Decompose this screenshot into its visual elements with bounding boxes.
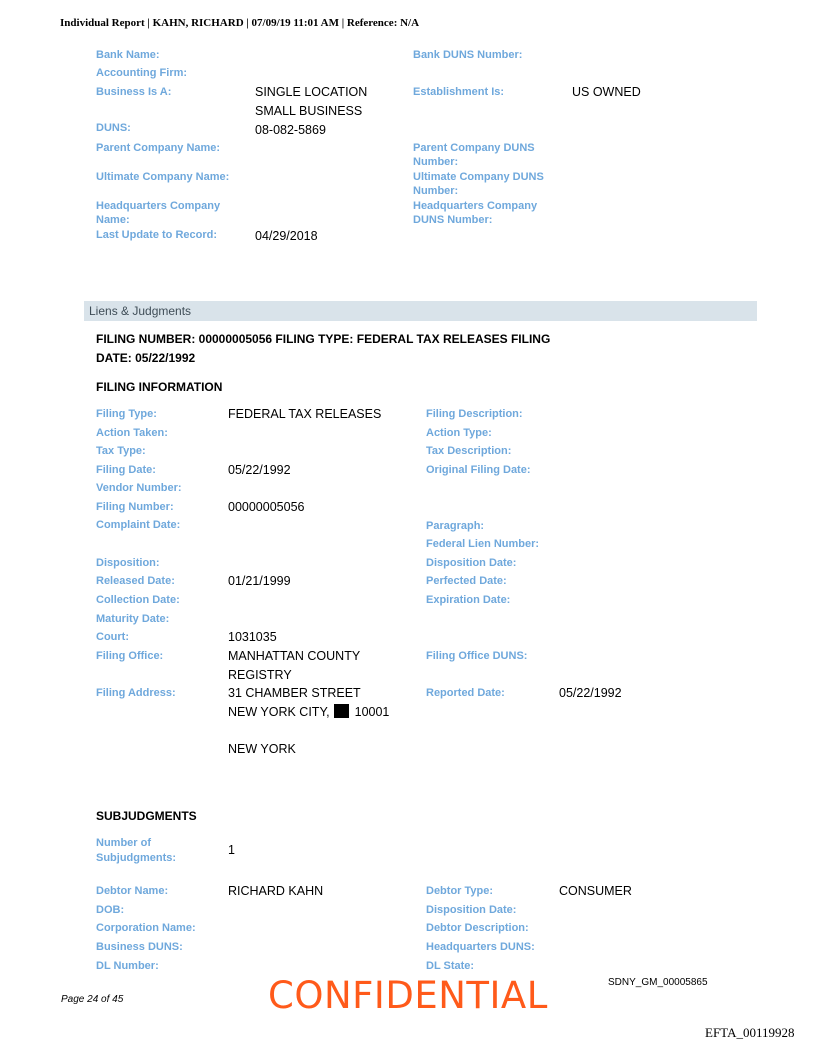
page-number: Page 24 of 45 bbox=[61, 994, 124, 1005]
filing-office-value-2: REGISTRY bbox=[228, 668, 292, 682]
liens-section-bar bbox=[84, 301, 757, 321]
bates-number: SDNY_GM_00005865 bbox=[608, 977, 708, 988]
duns-value: 08-082-5869 bbox=[255, 123, 326, 137]
dl-number-label: DL Number: bbox=[96, 960, 159, 972]
collection-date-label: Collection Date: bbox=[96, 594, 180, 606]
hq-company-label-1: Headquarters Company bbox=[96, 200, 221, 212]
hq-duns-label-2: DUNS Number: bbox=[413, 214, 493, 226]
debtor-name-value: RICHARD KAHN bbox=[228, 884, 324, 898]
filing-info-heading: FILING INFORMATION bbox=[96, 380, 223, 394]
redaction-box bbox=[334, 704, 349, 718]
parent-company-label: Parent Company Name: bbox=[96, 142, 221, 154]
filing-address-line1: 31 CHAMBER STREET bbox=[228, 686, 361, 700]
hq-company-label-2: Name: bbox=[96, 214, 130, 226]
court-label: Court: bbox=[96, 631, 129, 643]
perfected-date-label: Perfected Date: bbox=[426, 575, 507, 587]
business-duns-label: Business DUNS: bbox=[96, 941, 183, 953]
debtor-description-label: Debtor Description: bbox=[426, 922, 529, 934]
debtor-type-value: CONSUMER bbox=[559, 884, 632, 898]
business-is-value-1: SINGLE LOCATION bbox=[255, 85, 368, 99]
debtor-name-label: Debtor Name: bbox=[96, 885, 169, 897]
court-value: 1031035 bbox=[228, 630, 277, 644]
dl-state-label: DL State: bbox=[426, 960, 475, 972]
establishment-label: Establishment Is: bbox=[413, 86, 505, 98]
tax-description-label: Tax Description: bbox=[426, 445, 512, 457]
expiration-date-label: Expiration Date: bbox=[426, 594, 511, 606]
parent-duns-label-1: Parent Company DUNS bbox=[413, 142, 535, 154]
filing-address-city: NEW YORK CITY, bbox=[228, 705, 330, 719]
tax-type-label: Tax Type: bbox=[96, 445, 146, 457]
filing-date-value: 05/22/1992 bbox=[228, 463, 291, 477]
filing-address-line2 bbox=[228, 703, 389, 722]
last-update-label: Last Update to Record: bbox=[96, 229, 218, 241]
filing-office-label: Filing Office: bbox=[96, 650, 164, 662]
federal-lien-number-label: Federal Lien Number: bbox=[426, 538, 540, 550]
disposition-date-label: Disposition Date: bbox=[426, 557, 517, 569]
ultimate-duns-label-1: Ultimate Company DUNS bbox=[413, 171, 544, 183]
released-date-value: 01/21/1999 bbox=[228, 574, 291, 588]
filing-type-value: FEDERAL TAX RELEASES bbox=[228, 407, 382, 421]
bank-name-label: Bank Name: bbox=[96, 49, 160, 61]
number-of-subjudgments-value: 1 bbox=[228, 843, 235, 857]
filing-heading-line2: DATE: 05/22/1992 bbox=[96, 351, 196, 365]
maturity-date-label: Maturity Date: bbox=[96, 613, 170, 625]
establishment-value: US OWNED bbox=[572, 85, 641, 99]
filing-address-label: Filing Address: bbox=[96, 687, 176, 699]
accounting-firm-label: Accounting Firm: bbox=[96, 67, 188, 79]
disposition-label: Disposition: bbox=[96, 557, 160, 569]
released-date-label: Released Date: bbox=[96, 575, 175, 587]
hq-duns-label-1: Headquarters Company bbox=[413, 200, 538, 212]
filing-number-value: 00000005056 bbox=[228, 500, 305, 514]
confidential-stamp: CONFIDENTIAL bbox=[268, 974, 548, 1017]
filing-number-label: Filing Number: bbox=[96, 501, 174, 513]
action-taken-label: Action Taken: bbox=[96, 427, 168, 439]
dob-label: DOB: bbox=[96, 904, 125, 916]
subjudgments-heading: SUBJUDGMENTS bbox=[96, 809, 197, 823]
efta-number: EFTA_00119928 bbox=[705, 1025, 795, 1040]
report-header: Individual Report | KAHN, RICHARD | 07/09/19 11:01 AM | Reference: N/A bbox=[60, 17, 420, 29]
ultimate-duns-label-2: Number: bbox=[413, 185, 459, 197]
ultimate-company-label: Ultimate Company Name: bbox=[96, 171, 230, 183]
filing-heading-line1: FILING NUMBER: 00000005056 FILING TYPE: FEDERAL TAX RELEASES FILING bbox=[96, 332, 551, 346]
liens-section-title: Liens & Judgments bbox=[89, 304, 192, 318]
headquarters-duns-label: Headquarters DUNS: bbox=[426, 941, 535, 953]
filing-date-label: Filing Date: bbox=[96, 464, 156, 476]
paragraph-label: Paragraph: bbox=[426, 520, 485, 532]
duns-label: DUNS: bbox=[96, 122, 131, 134]
number-of-subjudgments-label-1: Number of bbox=[96, 837, 151, 849]
filing-address-state: NEW YORK bbox=[228, 742, 296, 756]
sub-disposition-date-label: Disposition Date: bbox=[426, 904, 517, 916]
corporation-name-label: Corporation Name: bbox=[96, 922, 196, 934]
number-of-subjudgments-label-2: Subjudgments: bbox=[96, 852, 177, 864]
bank-duns-label: Bank DUNS Number: bbox=[413, 49, 523, 61]
filing-address-zip: 10001 bbox=[354, 705, 390, 719]
filing-description-label: Filing Description: bbox=[426, 408, 523, 420]
parent-duns-label-2: Number: bbox=[413, 156, 459, 168]
filing-office-duns-label: Filing Office DUNS: bbox=[426, 650, 528, 662]
vendor-number-label: Vendor Number: bbox=[96, 482, 182, 494]
last-update-value: 04/29/2018 bbox=[255, 229, 318, 243]
filing-type-label: Filing Type: bbox=[96, 408, 157, 420]
business-is-label: Business Is A: bbox=[96, 86, 172, 98]
original-filing-date-label: Original Filing Date: bbox=[426, 464, 531, 476]
business-is-value-2: SMALL BUSINESS bbox=[255, 104, 363, 118]
debtor-type-label: Debtor Type: bbox=[426, 885, 494, 897]
complaint-date-label: Complaint Date: bbox=[96, 519, 181, 531]
reported-date-label: Reported Date: bbox=[426, 687, 505, 699]
action-type-label: Action Type: bbox=[426, 427, 492, 439]
reported-date-value: 05/22/1992 bbox=[559, 686, 622, 700]
filing-office-value-1: MANHATTAN COUNTY bbox=[228, 649, 361, 663]
